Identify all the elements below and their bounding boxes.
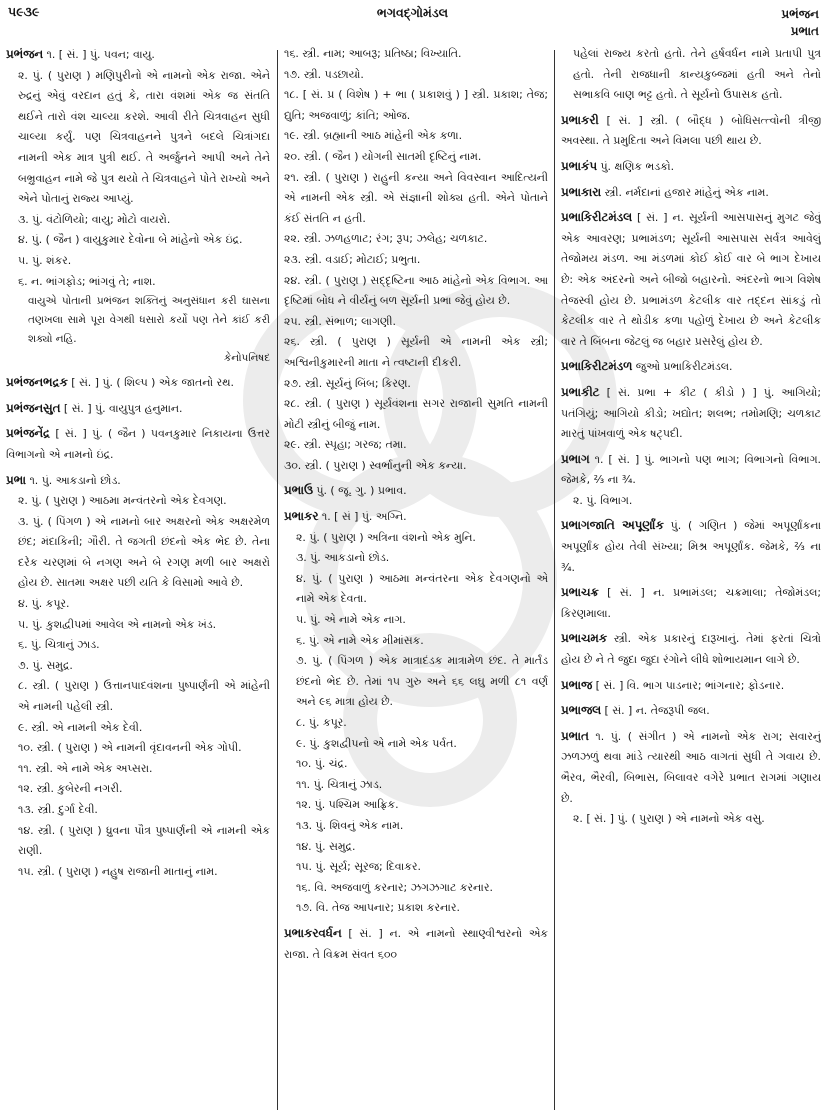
sense: ૨૭. સ્ત્રી. સૂર્યનું બિંબ; કિરણ.	[284, 376, 411, 390]
sense: ૧૪. સ્ત્રી. ( પુરાણ ) ધ્રુવના પૌત્ર પુષ્પાર્ણની એ નામની એક રાણી.	[18, 823, 270, 858]
dictionary-entry	[561, 515, 821, 578]
sense: ૬. પું. ચિત્રાનું ઝાડ.	[18, 638, 100, 652]
sense-text: ૧. [ સં ] પું. અગ્નિ.	[321, 510, 407, 524]
sense: ૪. પું. ( જૈન ) વાયુકુમાર દેવોના બે માંહેનો એક ઇંદ્ર.	[18, 233, 243, 247]
dictionary-entry	[561, 726, 821, 830]
sense-text: પું. ( જૂ. ગુ. ) પ્રભાવ.	[316, 484, 407, 498]
headword: પ્રભાગજાતિ અપૂર્ણાંક	[561, 518, 664, 533]
headword: પ્રભંજનસુત	[6, 400, 61, 415]
dictionary-entry	[561, 156, 821, 178]
sense: ૯. પું. કુશદ્વીપનો એ નામે એક પર્વત.	[296, 736, 457, 750]
dictionary-entry	[284, 44, 548, 476]
sense: ૯. સ્ત્રી. એ નામની એક દેવી.	[18, 720, 143, 734]
sense: ૨૫. સ્ત્રી. સંભાળ; લાગણી.	[284, 314, 396, 328]
sense-text: પું. ( ગણિત ) જેમાં અપૂર્ણાંકના અપૂર્ણાંક હોય તેવી સંખ્યા; મિશ્ર અપૂર્ણાંક. જેમકે, ⅔ ના ¾.	[561, 519, 821, 574]
dictionary-entry	[561, 675, 821, 697]
sense: ૧૪. પું. સમુદ્ર.	[296, 839, 356, 853]
sense: ૬. પું. એ નામે એક મીમાંસક.	[296, 633, 424, 647]
sense-text: [ સં. પ્રભા + કીટ ( કીડો ) ] પું. આગિયો; પતંગિયું; આગિયો કીડો; ખદ્યોત; શલભ; તમોમણિ; ચળકાટ મારતું પાંખવાળું એક ષટ્પદી.	[561, 385, 821, 441]
dictionary-entry	[561, 382, 821, 445]
sense: ૧૭. સ્ત્રી. પડછાયો.	[284, 67, 364, 81]
sense-text: ૧. પું. ( સંગીત ) એ નામનો એક રાગ; સવારનું ઝળઝળું થવા માંડે ત્યારથી આઠ વાગતાં સુધી તે ગવાય છે. ભૈરવ, ભૈરવી, બિભાસ, બિલાવર વગેરે પ્રભાત રાગમાં ગણાય છે.	[561, 729, 821, 805]
headword: પ્રભંજનેંદ્ર	[6, 426, 51, 441]
sense: ૩. પું. આકડાનો છોડ.	[296, 551, 390, 565]
sense-text: જુઓ પ્રભાકિરીટમંડલ.	[635, 360, 733, 374]
book-title: ભગવદ્ગોમંડલ	[376, 5, 449, 20]
dictionary-entry	[6, 44, 270, 368]
headword: પ્રભાત	[561, 728, 589, 743]
sense: ૨૦. સ્ત્રી. ( જૈન ) યોગની સાતમી દૃષ્ટિનું નામ.	[284, 149, 482, 163]
sense: ૧૦. પું. ચંદ્ર.	[296, 757, 348, 771]
headword: પ્રભાચમક	[561, 631, 608, 646]
guide-word-first: પ્રભંજન	[781, 7, 819, 21]
sense-text: [ સં. ] ન. તેજરૂપી જલ.	[604, 704, 710, 718]
entry-first-line	[561, 207, 821, 352]
sense-text: [ સં. ] ન. પ્રભામંડલ; ચક્રમાલા; તેજોમંડલ; કિરણમાલા.	[561, 586, 821, 620]
page-header	[0, 0, 825, 36]
guide-word-last: પ્રભાત	[790, 24, 819, 38]
dictionary-entry	[284, 923, 548, 965]
sense: ૮. સ્ત્રી. ( પુરાણ ) ઉત્તાનપાદવંશના પુષ્પાર્ણની એ માંહેની એ નામની પહેલી સ્ત્રી.	[18, 679, 270, 714]
sense: ૫. પું. શંકર.	[18, 253, 72, 267]
entry-first-line	[561, 356, 821, 378]
dictionary-entry	[6, 423, 270, 465]
sense: ૧૭. વિ. તેજ આપનાર; પ્રકાશ કરનાર.	[296, 901, 460, 915]
headword: પ્રભાકર	[284, 509, 319, 524]
dictionary-columns	[0, 44, 825, 1119]
entry-first-line	[6, 423, 270, 465]
sense: ૧૮. [ સં. પ્ર ( વિશેષ ) + ભા ( પ્રકાશવું ) ] સ્ત્રી. પ્રકાશ; તેજ; દ્યુતિ; અજવાળું; કાંતિ; ઓજ.	[284, 88, 548, 122]
column-1	[6, 44, 270, 1119]
entry-first-line	[561, 700, 821, 722]
dictionary-entry	[561, 628, 821, 670]
headword: પ્રભાકરી	[561, 112, 599, 127]
sense-text: સ્ત્રી. નર્મદાનાં હજાર માંહેનું એક નામ.	[604, 185, 769, 199]
headword: પ્રભાકિરીટમંડળ	[561, 359, 633, 374]
headword: પ્રભાકિરીટમંડલ	[561, 210, 633, 225]
column-3	[561, 44, 821, 1119]
sense: ૨. પું. ( પુરાણ ) અત્રિના વંશનો એક મુનિ.	[296, 530, 476, 544]
sense: ૪. પું. કપૂર.	[18, 597, 70, 611]
sense-text: સ્ત્રી. એક પ્રકારનું દારૂખાનું. તેમાં ફરતાં ચિત્રો હોય છે ને તે જુદા જુદા રંગોને લીધે શોભાયમાન લાગે છે.	[561, 632, 821, 667]
headword: પ્રભાકંપ	[561, 158, 597, 173]
sense-text: ૧. પું. આકડાનો છોડ.	[29, 473, 121, 487]
dictionary-entry	[284, 480, 548, 502]
headword: પ્રભાકીટ	[561, 384, 600, 399]
sense: ૩૦. સ્ત્રી. ( પુરાણ ) સ્વર્ભાનુની એક કન્યા.	[284, 458, 467, 472]
entry-first-line	[6, 372, 270, 394]
sense: ૧૯. સ્ત્રી. બ્રહ્માની આઠ માંહેની એક કળા.	[284, 129, 463, 143]
headword: પ્રભા	[6, 472, 26, 487]
sense: ૨. પું. ( પુરાણ ) આઠમા મન્વંતરનો એક દેવગણ.	[18, 494, 227, 508]
sense: ૨. પું. ( પુરાણ ) મણિપુરીનો એ નામનો એક રાજા. એને રુદ્રનું એવું વરદાન હતું કે, તારા વંશમાં એક જ સંતતિ થઈને તારો વંશ ચાલ્યા કરશે. આવી રીતે ચિત્રવાહન સુધી ચાલ્યા કર્યું. પણ ચિત્રવાહનને પુત્રને બદલે ચિત્રાંગદા નામની એક માત્ર પુત્રી થઈ. તે અર્જુનને આપી અને તેને બભ્રુવાહન નામે જે પુત્ર થયો તે ચિત્રવાહને પોતે રાખ્યો અને એને પોતાનું રાજ્ય આપ્યું.	[18, 68, 270, 206]
entry-first-line	[6, 398, 270, 420]
sense-text: [ સં. ] વિ. ભાગ પાડનાર; ભાંગનાર; ફોડનાર.	[595, 678, 785, 692]
sense: ૧૩. સ્ત્રી. દુર્ગા દેવી.	[18, 803, 98, 816]
headword: પ્રભાઉ	[284, 483, 313, 498]
sense-text: પું. ક્ષણિક ભડકો.	[600, 159, 675, 173]
sense-text: [ સં. ] ન. એ નામનો સ્થાણ્વીશ્વરનો એક રાજા. તે વિક્રમ સંવત ૬૦૦	[284, 926, 548, 961]
dictionary-entry	[561, 207, 821, 352]
entry-first-line	[284, 506, 548, 528]
dictionary-entry	[561, 182, 821, 204]
sense: ૮. પું. કપૂર.	[296, 716, 347, 729]
sense-text: ૧. [ સં. ] પું. પવન; વાયુ.	[46, 48, 155, 61]
sense-text: [ સં. ] પું. ( શિલ્પ ) એક જાતનો રથ.	[71, 376, 234, 390]
dictionary-entry	[6, 372, 270, 394]
entry-first-line	[561, 628, 821, 670]
sense: ૭. પું. ( પિંગળ ) એક માત્રાદંડક માત્રામેળ છંદ. તે માર્તંડ છંદનો ભેદ છે. તેમાં ૧૫ ગુરુ અને ૬૬ લઘુ મળી ૮૧ વર્ણ અને ૯૬ માત્રા હોય છે.	[296, 654, 548, 709]
column-divider	[554, 50, 555, 1110]
sense-text: [ સં. ] પું. વાયુપુત્ર હનુમાન.	[63, 401, 183, 415]
sense: ૨૩. સ્ત્રી. વડાઈ; મોટાઈ; પ્રભુતા.	[284, 252, 421, 266]
sense: ૧૧. પું. ચિત્રાનું ઝાડ.	[296, 777, 383, 791]
dictionary-entry	[6, 470, 270, 883]
headword: પ્રભાકરવર્ધન	[284, 925, 342, 940]
sense: ૨૮. સ્ત્રી. ( પુરાણ ) સૂર્યવંશના સગર રાજાની સુમતિ નામની મોટી સ્ત્રીનું બીજું નામ.	[284, 397, 548, 431]
sense: ૧૬. સ્ત્રી. નામ; આબરૂ; પ્રતિષ્ઠા; વિખ્યાતિ.	[284, 47, 462, 60]
sense: ૨૧. સ્ત્રી. ( પુરાણ ) રાહુની કન્યા અને વિવસ્વાન આદિત્યની એ નામની એક સ્ત્રી. એ સંજ્ઞાની શોક્ય હતી. એને પોતાને કંઈ સંતતિ ન હતી.	[284, 170, 548, 225]
sense: ૩. પું. ( પિંગળ ) એ નામનો બાર અક્ષરનો એક અક્ષરમેળ છંદ; મંદાકિની; ગૌરી. તે જગતી છંદનો એક ભેદ છે. તેના દરેક ચરણમાં બે નગણ અને બે રગણ મળી બાર અક્ષરો હોય છે. સાતમા અક્ષર પછી યતિ કે વિસામો આવે છે.	[18, 514, 270, 590]
sense: ૫. પું. કુશદ્વીપમાં આવેલ એ નામનો એક ખંડ.	[18, 617, 217, 631]
sense: ૨. [ સં. ] પું. ( પુરાણ ) એ નામનો એક વસુ.	[573, 812, 765, 826]
headword: પ્રભંજન	[6, 47, 44, 61]
sense: ૨૨. સ્ત્રી. ઝળહળાટ; રંગ; રૂપ; ઝલેહ; ચળકાટ.	[284, 232, 488, 246]
sense: ૧૫. સ્ત્રી. ( પુરાણ ) નહુષ રાજાની માતાનું નામ.	[18, 864, 218, 878]
sense: ૪. પું. ( પુરાણ ) આઠમા મન્વંતરના એક દેવગણનો એ નામે એક દેવતા.	[296, 571, 548, 606]
sense: ૧૬. વિ. અજવાળું કરનાર; ઝગઝગાટ કરનાર.	[296, 880, 493, 894]
dictionary-entry	[561, 356, 821, 378]
dictionary-entry	[561, 110, 821, 152]
sense: ૧૨. સ્ત્રી. કુબેરની નગરી.	[18, 782, 123, 796]
headword: પ્રભાજ	[561, 677, 593, 692]
headword: પ્રભંજનભદ્રક	[6, 375, 68, 390]
sense: ૧૩. પું. શિવનું એક નામ.	[296, 818, 404, 832]
sense: ૫. પું. એ નામે એક નાગ.	[296, 613, 406, 627]
sense: ૧૦. સ્ત્રી. ( પુરાણ ) એ નામની વૃંદાવનની એક ગોપી.	[18, 741, 242, 755]
entry-first-line	[6, 470, 270, 492]
entry-first-line	[561, 675, 821, 697]
sense: ૧૫. પું. સૂર્ય; સૂરજ; દિવાકર.	[296, 860, 421, 874]
dictionary-entry	[561, 449, 821, 512]
sense-text: [ સં. ] પું. ( જૈન ) પવનકુમાર નિકાયના ઉત્તર વિભાગનો એ નામનો ઇંદ્ર.	[6, 427, 270, 461]
sense: ૧૨. પું. પશ્ચિમ આફ્રિક.	[296, 798, 399, 812]
page-number: ૫૯૩૯	[8, 4, 40, 19]
sense-text: [ સં. ] સ્ત્રી. ( બૌદ્ધ ) બોધિસત્ત્વોની ત્રીજી અવસ્થા. તે પ્રમુદિતા અને વિમલા પછી થાય છે.	[561, 113, 821, 148]
sense: ૨૬. સ્ત્રી. ( પુરાણ ) સૂર્યની એ નામની એક સ્ત્રી; અશ્વિનીકુમારની માતા ને ત્વષ્ટાની દીકરી.	[284, 335, 548, 369]
entry-first-line	[284, 923, 548, 965]
sense: ૬. ન. ભાંગફોડ; ભાંગવું તે; નાશ.	[18, 274, 156, 288]
sense-text: ૧. [ સં. ] પું. ભાગનો પણ ભાગ; વિભાગનો વિભાગ. જેમકે, ⅔ ના ¾.	[561, 452, 821, 487]
column-divider	[277, 50, 278, 1110]
entry-first-line	[284, 480, 548, 502]
quote-source: કેનોપનિષદ	[223, 352, 270, 365]
entry-first-line	[561, 515, 821, 578]
dictionary-entry	[6, 398, 270, 420]
dictionary-entry	[561, 700, 821, 722]
entry-first-line	[561, 182, 821, 204]
dictionary-entry	[284, 506, 548, 919]
entry-first-line	[561, 156, 821, 178]
sense: ૨૯. સ્ત્રી. સ્પૃહા; ગરજ; તમા.	[284, 438, 407, 452]
headword: પ્રભાકારા	[561, 184, 602, 199]
entry-first-line	[561, 382, 821, 445]
guide-words	[781, 6, 819, 40]
dictionary-entry	[561, 44, 821, 106]
entry-first-line	[561, 110, 821, 152]
headword: પ્રભાગ	[561, 451, 590, 466]
sense: ૭. પું. સમુદ્ર.	[18, 658, 73, 672]
sense: પહેલાં રાજ્ય કરતો હતો. તેને હર્ષવર્ધન નામે પ્રતાપી પુત્ર હતો. તેની રાજધાની કાન્યકુબ્જમાં હતી અને તેનો સભાકવિ બાણ ભટ્ટ હતો. તે સૂર્યનો ઉપાસક હતો.	[573, 47, 821, 102]
sense: ૨. પું. વિભાગ.	[573, 493, 633, 507]
sense: ૨૪. સ્ત્રી. ( પુરાણ ) સદ્દૃષ્ટિના આઠ માંહેનો એક વિભાગ. આ દૃષ્ટિમાં બોધ ને વીર્યનું બળ સૂર્યની પ્રભા જેવું હોય છે.	[284, 273, 548, 308]
entry-first-line	[561, 449, 821, 491]
entry-first-line	[561, 582, 821, 624]
dictionary-entry	[561, 582, 821, 624]
sense-text: [ સં. ] ન. સૂર્યની આસપાસનું મુગટ જેવું એક આવરણ; પ્રભામંડળ; સૂર્યની આસપાસ સર્વત્ર આવેલું તેજોમય મંડળ. આ મંડળમાં કોઈ કોઈ વાર બે ભાગ દેખાય છે: એક અંદરનો અને બીજો બહારનો. અંદરનો ભાગ વિશેષ તેજસ્વી હોય છે. પ્રભામંડળ કેટલીક વાર તદ્દન સાંકડું તો કેટલીક વાર તે થોડીક કળા પહોળું દેખાય છે અને કેટલીક વાર તે બિંબના જેટલું જ બહાર પ્રસરેલું હોય છે.	[561, 211, 821, 348]
sense: ૧૧. સ્ત્રી. એ નામે એક અપ્સરા.	[18, 761, 153, 775]
sense: ૩. પું. વંટોળિયો; વાયુ; મોટો વાયરો.	[18, 212, 171, 226]
headword: પ્રભાજલ	[561, 703, 602, 718]
entry-first-line	[561, 726, 821, 809]
entry-first-line	[6, 44, 270, 66]
usage-quote: વાયુએ પોતાની પ્રભંજન શક્તિનું અનુસંધાન કરી ઘાસના તણખલા સામે પૂરા વેગથી ધસારો કર્યો પણ તેને કાંઈ કરી શક્યો નહિ.	[28, 295, 270, 346]
column-2	[284, 44, 548, 1119]
headword: પ્રભાચક્ર	[561, 585, 599, 600]
